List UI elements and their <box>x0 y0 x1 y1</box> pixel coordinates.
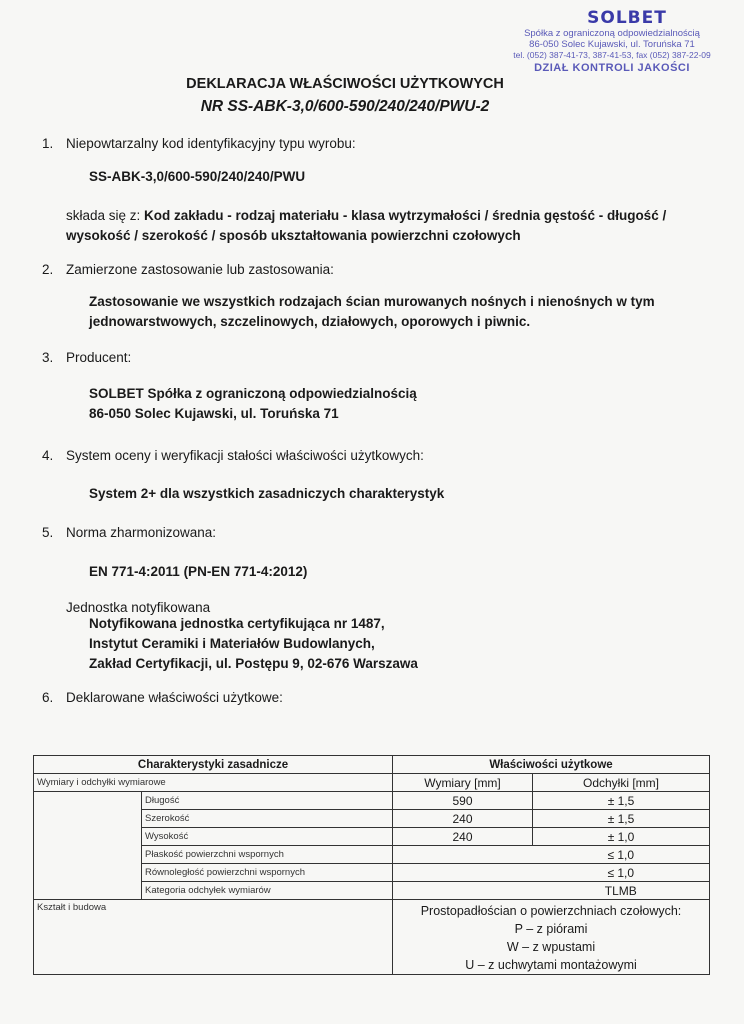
header-characteristics: Charakterystyki zasadnicze <box>34 756 393 774</box>
code-composition <box>66 206 666 246</box>
section-3-label: Producent: <box>66 350 132 365</box>
row-deviation: ± 1,5 <box>533 792 710 810</box>
section-5-number: 5. <box>42 525 54 540</box>
dimensions-group-label: Wymiary i odchyłki wymiarowe <box>34 774 393 792</box>
row-deviation: ≤ 1,0 <box>533 864 710 882</box>
row-deviation: TLMB <box>533 882 710 900</box>
row-deviation: ≤ 1,0 <box>533 846 710 864</box>
intended-use-line-2: jednowarstwowych, szczelinowych, działowych, oporowych i piwnic. <box>89 314 531 329</box>
group-spacer <box>34 792 142 900</box>
intended-use-line-1: Zastosowanie we wszystkich rodzajach ścian murowanych nośnych i nienośnych w tym <box>89 294 655 309</box>
notified-body-line-2: Instytut Ceramiki i Materiałów Budowlanych, <box>89 636 375 651</box>
manufacturer-address: 86-050 Solec Kujawski, ul. Toruńska 71 <box>89 406 339 421</box>
notified-body <box>89 614 418 674</box>
table-row <box>34 792 710 810</box>
shape-description <box>393 900 710 975</box>
section-4-number: 4. <box>42 448 54 463</box>
row-name: Wysokość <box>142 828 393 846</box>
col-deviations: Odchyłki [mm] <box>533 774 710 792</box>
stamp-department: DZIAŁ KONTROLI JAKOŚCI <box>534 62 690 74</box>
shape-line-4: U – z uchwytami montażowymi <box>465 958 637 972</box>
composition-line-2: wysokość / szerokość / sposób ukształtowania powierzchni czołowych <box>66 228 521 243</box>
row-dimension: 240 <box>393 810 533 828</box>
table-row-shape <box>34 900 710 975</box>
table-subheader-row <box>34 774 710 792</box>
stamp-address-line: 86-050 Solec Kujawski, ul. Toruńska 71 <box>529 39 695 50</box>
row-name: Szerokość <box>142 810 393 828</box>
declared-properties-table <box>33 755 710 975</box>
stamp-company-line: Spółka z ograniczoną odpowiedzialnością <box>524 28 700 39</box>
row-dimension <box>393 846 533 864</box>
product-code: SS-ABK-3,0/600-590/240/240/PWU <box>89 169 306 184</box>
row-dimension: 590 <box>393 792 533 810</box>
col-dimensions: Wymiary [mm] <box>393 774 533 792</box>
intended-use <box>89 292 655 332</box>
section-1-number: 1. <box>42 136 54 151</box>
section-4-label: System oceny i weryfikacji stałości właściwości użytkowych: <box>66 448 424 463</box>
section-2-number: 2. <box>42 262 54 277</box>
section-6-label: Deklarowane właściwości użytkowe: <box>66 690 283 705</box>
notified-body-label: Jednostka notyfikowana <box>66 600 211 615</box>
row-name: Długość <box>142 792 393 810</box>
header-properties: Właściwości użytkowe <box>393 756 710 774</box>
stamp-logo: SOLBET <box>587 8 667 28</box>
section-2-label: Zamierzone zastosowanie lub zastosowania: <box>66 262 334 277</box>
table-header-row <box>34 756 710 774</box>
company-stamp <box>512 8 712 74</box>
section-3-number: 3. <box>42 350 54 365</box>
row-deviation: ± 1,0 <box>533 828 710 846</box>
row-name: Płaskość powierzchni wspornych <box>142 846 393 864</box>
shape-line-2: P – z piórami <box>514 922 588 936</box>
row-name: Kategoria odchyłek wymiarów <box>142 882 393 900</box>
notified-body-line-1: Notyfikowana jednostka certyfikująca nr 1487, <box>89 616 385 631</box>
section-6-number: 6. <box>42 690 54 705</box>
document-number: NR SS-ABK-3,0/600-590/240/240/PWU-2 <box>200 98 490 115</box>
row-dimension <box>393 882 533 900</box>
row-dimension: 240 <box>393 828 533 846</box>
document-title: DEKLARACJA WŁAŚCIWOŚCI UŻYTKOWYCH <box>186 76 504 92</box>
section-1-label: Niepowtarzalny kod identyfikacyjny typu wyrobu: <box>66 136 356 151</box>
section-5-label: Norma zharmonizowana: <box>66 525 217 540</box>
assessment-system: System 2+ dla wszystkich zasadniczych charakterystyk <box>89 486 445 501</box>
composition-line-1: Kod zakładu - rodzaj materiału - klasa wytrzymałości / średnia gęstość - długość / <box>144 208 667 223</box>
stamp-phone-line: tel. (052) 387-41-73, 387-41-53, fax (052) 387-22-09 <box>513 50 711 60</box>
shape-line-1: Prostopadłościan o powierzchniach czołowych: <box>420 904 682 918</box>
composition-prefix: składa się z: <box>66 208 145 223</box>
notified-body-line-3: Zakład Certyfikacji, ul. Postępu 9, 02-676 Warszawa <box>89 656 418 671</box>
manufacturer-name: SOLBET Spółka z ograniczoną odpowiedzialnością <box>89 386 417 401</box>
row-dimension <box>393 864 533 882</box>
shape-line-3: W – z wpustami <box>506 940 596 954</box>
shape-label: Kształt i budowa <box>34 900 393 975</box>
row-deviation: ± 1,5 <box>533 810 710 828</box>
manufacturer <box>89 384 417 424</box>
harmonized-standard: EN 771-4:2011 (PN-EN 771-4:2012) <box>89 564 308 579</box>
row-name: Równoległość powierzchni wspornych <box>142 864 393 882</box>
